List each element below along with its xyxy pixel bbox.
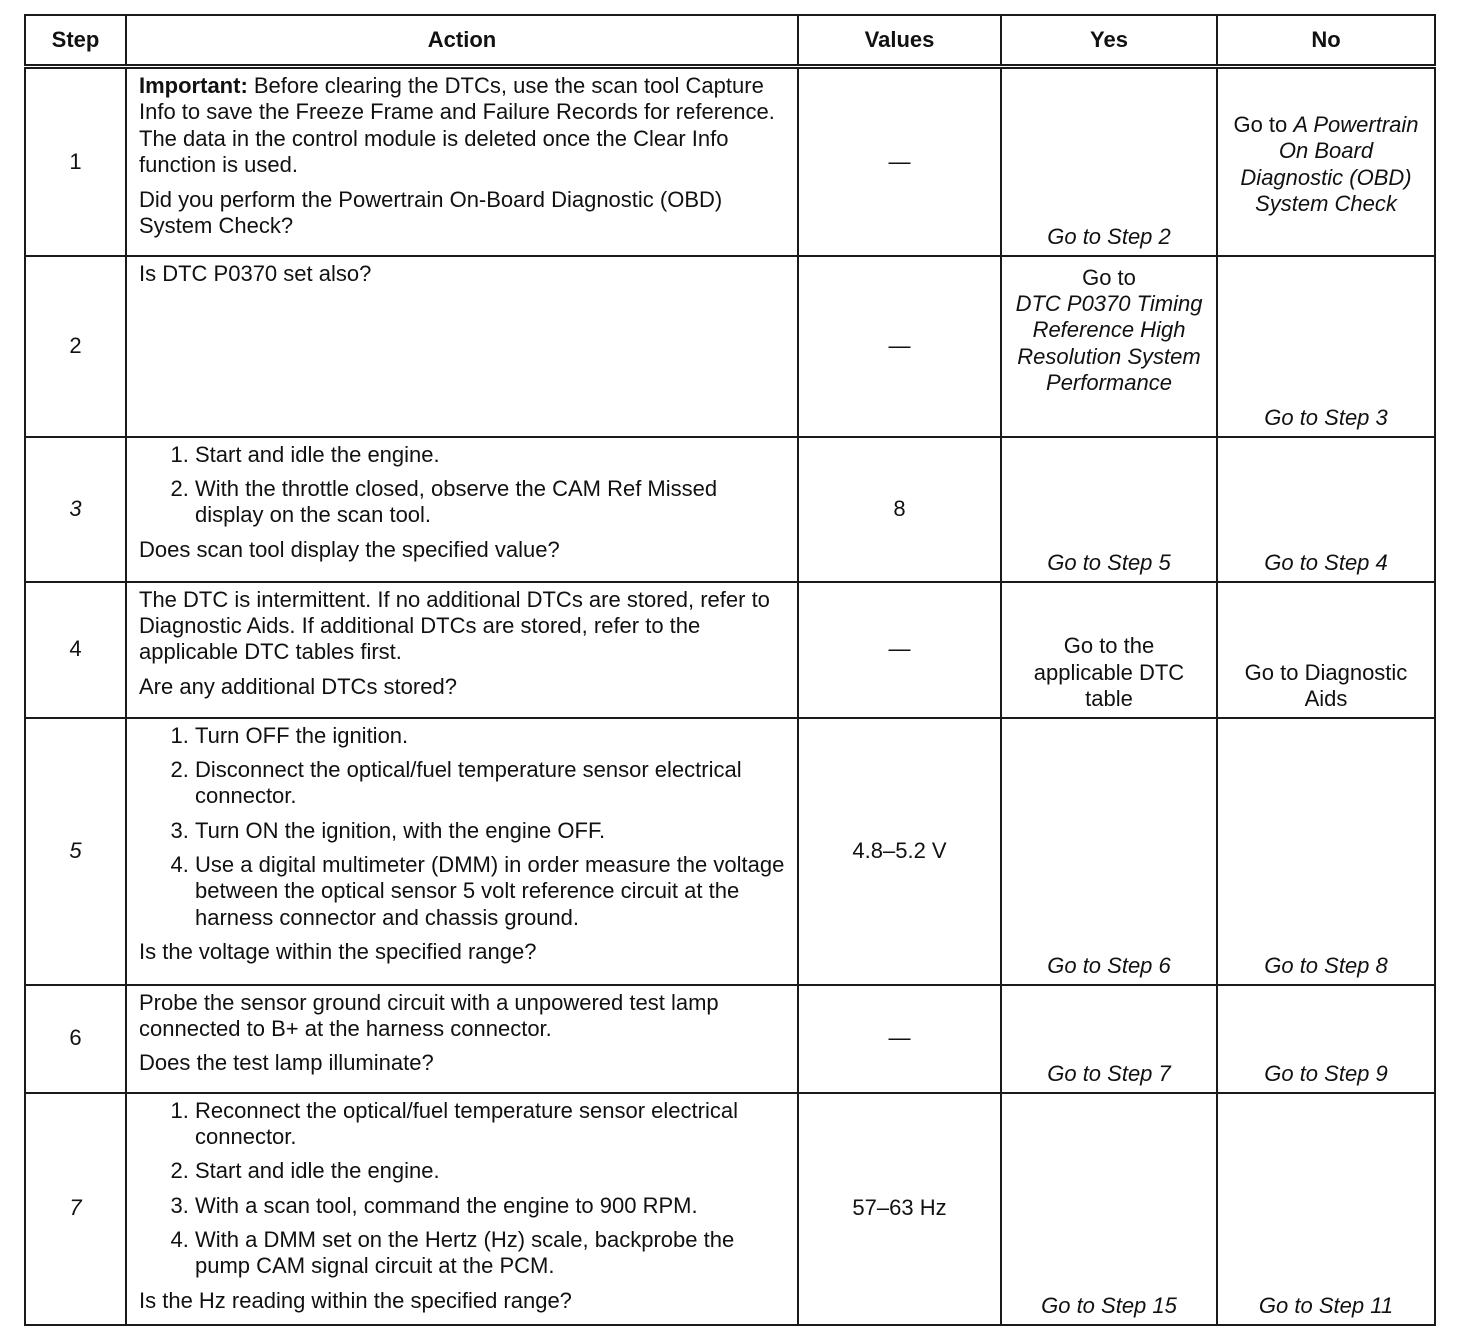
no-cell: Go to Step 3: [1217, 256, 1435, 437]
action-cell: [126, 985, 798, 1093]
step-number: 2: [25, 256, 126, 437]
yes-link: DTC P0370 Timing Reference High Resolution System Performance: [1015, 290, 1203, 396]
yes-cell: [1001, 256, 1217, 437]
action-text: The DTC is intermittent. If no additional DTCs are stored, refer to Diagnostic Aids. If additional DTCs are stored, refer to the applicable DTC tables first.: [139, 586, 770, 665]
step-number: 6: [25, 985, 126, 1093]
value-cell: —: [798, 582, 1001, 718]
list-item: 4. With a DMM set on the Hertz (Hz) scale, backprobe the pump CAM signal circuit at the PCM.: [195, 1227, 785, 1280]
action-list: [139, 1098, 785, 1280]
no-cell: Go to Step 4: [1217, 437, 1435, 582]
no-cell: Go to Step 8: [1217, 718, 1435, 985]
action-text: Probe the sensor ground circuit with a unpowered test lamp connected to B+ at the harness connector.: [139, 989, 719, 1041]
question: Did you perform the Powertrain On-Board Diagnostic (OBD) System Check?: [139, 186, 723, 238]
action-list: [139, 723, 785, 932]
action-cell: [126, 437, 798, 582]
list-item: 4. Use a digital multimeter (DMM) in order measure the voltage between the optical sensor 5 volt reference circuit at the harness connector and chassis ground.: [195, 852, 785, 931]
step-number: 5: [25, 718, 126, 985]
table-row: [25, 1093, 1435, 1325]
no-cell: Go to Step 11: [1217, 1093, 1435, 1325]
no-link: A Powertrain On Board Diagnostic (OBD) System Check: [1240, 111, 1419, 217]
yes-prefix: Go to: [1082, 264, 1136, 290]
action-list: [139, 442, 785, 529]
question: Are any additional DTCs stored?: [139, 673, 457, 699]
action-cell: [126, 256, 798, 437]
yes-cell: Go to Step 2: [1001, 67, 1217, 256]
value-cell: —: [798, 256, 1001, 437]
action-cell: [126, 1093, 798, 1325]
list-item: 1. Start and idle the engine.: [195, 442, 785, 468]
question: Does scan tool display the specified value?: [139, 536, 560, 562]
header-values: Values: [798, 15, 1001, 67]
header-action: Action: [126, 15, 798, 67]
value-cell: 8: [798, 437, 1001, 582]
step-number: 7: [25, 1093, 126, 1325]
no-cell: Go to Diagnostic Aids: [1217, 582, 1435, 718]
important-text: Before clearing the DTCs, use the scan tool Capture Info to save the Freeze Frame and Failure Records for reference. The data in the control module is deleted once the Clear Info function is used.: [139, 73, 775, 178]
diagnostic-table: [24, 14, 1436, 1326]
step-number: 4: [25, 582, 126, 718]
value-cell: 4.8–5.2 V: [798, 718, 1001, 985]
action-cell: [126, 67, 798, 256]
table-row: [25, 582, 1435, 718]
value-cell: 57–63 Hz: [798, 1093, 1001, 1325]
no-cell: Go to Step 9: [1217, 985, 1435, 1093]
important-label: Important:: [139, 73, 248, 98]
question: Is DTC P0370 set also?: [139, 260, 372, 286]
yes-cell: Go to Step 15: [1001, 1093, 1217, 1325]
action-cell: [126, 718, 798, 985]
header-no: No: [1217, 15, 1435, 67]
no-cell: [1217, 67, 1435, 256]
header-yes: Yes: [1001, 15, 1217, 67]
table-row: [25, 67, 1435, 256]
list-item: 1. Turn OFF the ignition.: [195, 723, 785, 749]
important-note: [139, 73, 785, 179]
question: Is the voltage within the specified range?: [139, 939, 537, 965]
list-item: 2. Start and idle the engine.: [195, 1158, 785, 1184]
table-row: [25, 718, 1435, 985]
no-prefix: Go to: [1233, 111, 1294, 137]
list-item: 2. Disconnect the optical/fuel temperature sensor electrical connector.: [195, 757, 785, 810]
list-item: 2. With the throttle closed, observe the CAM Ref Missed display on the scan tool.: [195, 476, 785, 529]
yes-cell: Go to the applicable DTC table: [1001, 582, 1217, 718]
question: Does the test lamp illuminate?: [139, 1050, 434, 1076]
header-step: Step: [25, 15, 126, 67]
question: Is the Hz reading within the specified range?: [139, 1287, 572, 1313]
step-number: 1: [25, 67, 126, 256]
action-cell: [126, 582, 798, 718]
yes-cell: Go to Step 5: [1001, 437, 1217, 582]
value-cell: —: [798, 985, 1001, 1093]
table-row: [25, 985, 1435, 1093]
list-item: 3. Turn ON the ignition, with the engine OFF.: [195, 818, 785, 844]
yes-cell: Go to Step 7: [1001, 985, 1217, 1093]
list-item: 1. Reconnect the optical/fuel temperature sensor electrical connector.: [195, 1098, 785, 1151]
table-row: [25, 256, 1435, 437]
table-row: [25, 437, 1435, 582]
yes-cell: Go to Step 6: [1001, 718, 1217, 985]
list-item: 3. With a scan tool, command the engine to 900 RPM.: [195, 1193, 785, 1219]
step-number: 3: [25, 437, 126, 582]
header-row: [25, 15, 1435, 67]
value-cell: —: [798, 67, 1001, 256]
